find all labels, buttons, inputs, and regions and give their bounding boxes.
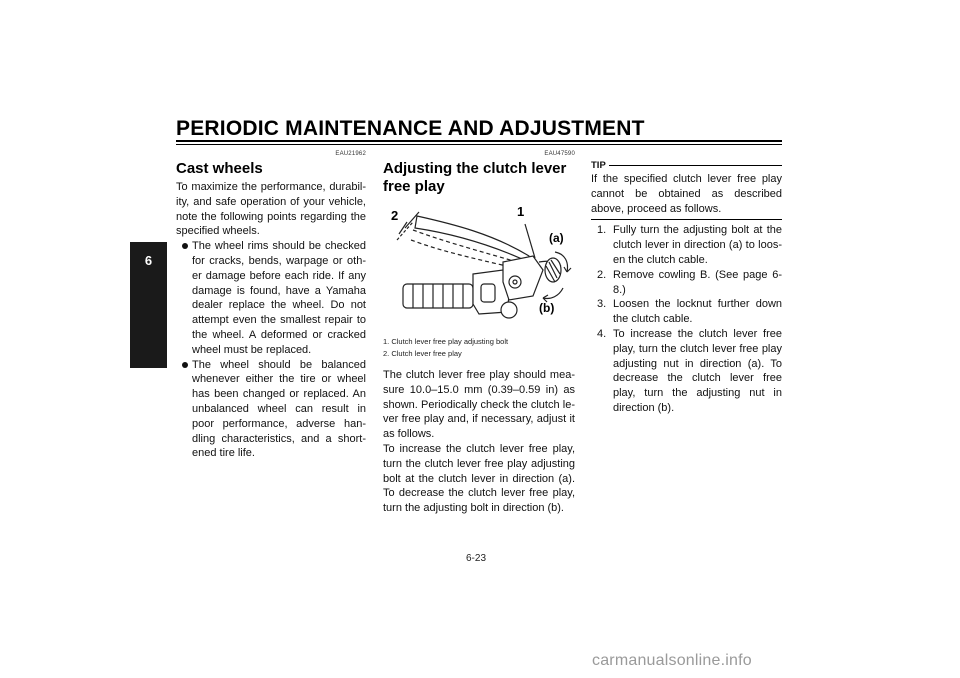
column-tip [591,150,782,416]
tip-text: If the specified clutch lever free play cannot be obtained as described above, proceed as follows. [591,173,782,215]
chapter-tab [130,242,167,368]
page-number: 6-23 [466,553,487,564]
tip-end-rule [591,219,782,220]
chapter-tab-label: 6 [144,253,153,268]
step-number: 3. [597,298,607,311]
list-item [591,223,782,267]
watermark-link[interactable]: carmanualsonline.info [592,652,752,669]
header-rule-thin [176,144,782,145]
section-code: EAU47590 [544,151,575,157]
bullet-text: The wheel rims should be checked for cracks, bends, warpage or oth-er damage before each ride. If any damage is found, have a Yamaha dealer replace the wheel. Do not attempt even the smallest repair to the wheel. A deformed or cracked wheel must be replaced. [192,240,366,356]
callout-a: (a) [549,231,564,245]
clutch-lever-figure [383,200,575,332]
list-item [176,239,366,357]
list-item [591,297,782,327]
freeplay-paragraph: The clutch lever free play should mea-sure 10.0–15.0 mm (0.39–0.59 in) as shown. Periodically check the clutch le-ver free play and, if necessary, adjust it as follows. [383,369,575,441]
step-number: 2. [597,268,607,281]
column-clutch-adjust [383,150,575,516]
header-rule [176,140,782,142]
figure-captions [383,336,575,360]
section-heading: Adjusting the clutch lever free play [383,160,567,195]
tip-rule [609,165,782,166]
column-cast-wheels [176,150,366,461]
step-text: Loosen the locknut further down the clutch cable. [613,298,782,326]
step-text: Remove cowling B. (See page 6-8.) [613,268,782,296]
bullet-text: The wheel should be balanced whenever either the tire or wheel has been changed or replaced. An unbalanced wheel can result in poor performance, adverse han-dling characteristics, and a short-ened tire life. [192,358,366,460]
bullet-list [176,239,366,461]
step-list [591,223,782,415]
page-title: PERIODIC MAINTENANCE AND ADJUSTMENT [176,117,645,140]
step-text: To increase the clutch lever free play, turn the clutch lever free play adjusting nut in direction (a). To decrease the clutch lever free play, turn the adjusting nut in direction (b). [613,327,782,414]
list-item [591,327,782,416]
callout-b: (b) [539,301,555,315]
bullet-icon [182,362,188,368]
tip-label: TIP [591,159,606,171]
section-code: EAU21962 [335,151,366,157]
step-text: Fully turn the adjusting bolt at the clutch lever in direction (a) to loos-en the clutch cable. [613,224,782,266]
clutch-lever-illustration [383,200,575,332]
callout-1: 1 [517,204,525,219]
bullet-icon [182,243,188,249]
tip-header [591,158,782,172]
adjust-paragraph: To increase the clutch lever free play, turn the clutch lever free play adjusting bolt at the clutch lever in direction (a). To decrease the clutch lever free play, turn the adjusting bolt in direction (b). [383,442,575,515]
figure-caption: 1. Clutch lever free play adjusting bolt [383,337,509,346]
step-number: 4. [597,327,607,340]
list-item [176,358,366,462]
step-number: 1. [597,224,607,237]
callout-2: 2 [391,208,399,223]
list-item [591,268,782,298]
section-heading: Cast wheels [176,160,263,177]
figure-caption: 2. Clutch lever free play [383,349,462,358]
intro-paragraph: To maximize the performance, durabil-ity, and safe operation of your vehicle, note the following points regarding the specified wheels. [176,181,366,238]
